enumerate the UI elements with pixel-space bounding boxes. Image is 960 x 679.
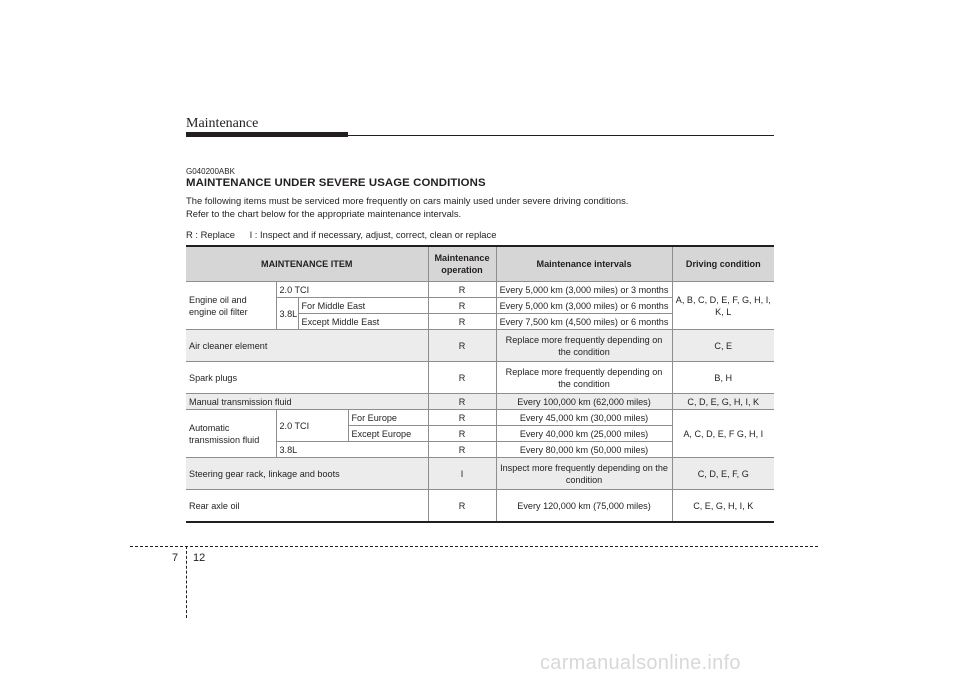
engine-oil-exme-op: R [428, 314, 496, 330]
header-condition: Driving condition [672, 246, 774, 282]
engine-oil-v6: 3.8L [276, 298, 298, 330]
steering-interval: Inspect more frequently depending on the condition [496, 458, 672, 490]
auto-trans-tci: 2.0 TCI [276, 410, 348, 442]
table-row [186, 330, 774, 362]
spark-plugs-interval: Replace more frequently depending on the condition [496, 362, 672, 394]
engine-oil-tci-op: R [428, 282, 496, 298]
legend [186, 229, 508, 240]
legend-replace: R : Replace [186, 229, 235, 240]
auto-trans-europe-interval: Every 45,000 km (30,000 miles) [496, 410, 672, 426]
watermark: carmanualsonline.info [540, 652, 741, 674]
engine-oil-exme: Except Middle East [298, 314, 428, 330]
air-cleaner-op: R [428, 330, 496, 362]
auto-trans-v6: 3.8L [276, 442, 428, 458]
steering-item: Steering gear rack, linkage and boots [186, 458, 428, 490]
engine-oil-me-op: R [428, 298, 496, 314]
auto-trans-condition: A, C, D, E, F G, H, I [672, 410, 774, 458]
manual-trans-op: R [428, 394, 496, 410]
table-row [186, 394, 774, 410]
air-cleaner-condition: C, E [672, 330, 774, 362]
engine-oil-item: Engine oil and engine oil filter [186, 282, 276, 330]
auto-trans-v6-interval: Every 80,000 km (50,000 miles) [496, 442, 672, 458]
page-title: MAINTENANCE UNDER SEVERE USAGE CONDITIONS [186, 177, 486, 189]
rear-axle-condition: C, E, G, H, I, K [672, 490, 774, 523]
auto-trans-item: Automatic transmission fluid [186, 410, 276, 458]
auto-trans-exeurope: Except Europe [348, 426, 428, 442]
air-cleaner-interval: Replace more frequently depending on the condition [496, 330, 672, 362]
auto-trans-exeurope-interval: Every 40,000 km (25,000 miles) [496, 426, 672, 442]
header-rule [186, 135, 774, 136]
spark-plugs-item: Spark plugs [186, 362, 428, 394]
rear-axle-item: Rear axle oil [186, 490, 428, 523]
engine-oil-tci-interval: Every 5,000 km (3,000 miles) or 3 months [496, 282, 672, 298]
legend-inspect: I : Inspect and if necessary, adjust, correct, clean or replace [249, 229, 497, 240]
header-intervals: Maintenance intervals [496, 246, 672, 282]
table-row [186, 458, 774, 490]
table-row [186, 410, 774, 426]
footer-page-number: 12 [193, 552, 206, 564]
table-row [186, 362, 774, 394]
manual-trans-condition: C, D, E, G, H, I, K [672, 394, 774, 410]
header-item: MAINTENANCE ITEM [186, 246, 428, 282]
auto-trans-v6-op: R [428, 442, 496, 458]
table-row [186, 490, 774, 523]
section-header-title: Maintenance [186, 116, 259, 131]
rear-axle-interval: Every 120,000 km (75,000 miles) [496, 490, 672, 523]
auto-trans-europe-op: R [428, 410, 496, 426]
engine-oil-me-interval: Every 5,000 km (3,000 miles) or 6 months [496, 298, 672, 314]
auto-trans-europe: For Europe [348, 410, 428, 426]
engine-oil-condition: A, B, C, D, E, F, G, H, I, K, L [672, 282, 774, 330]
manual-trans-interval: Every 100,000 km (62,000 miles) [496, 394, 672, 410]
maintenance-table [186, 245, 774, 523]
steering-op: I [428, 458, 496, 490]
spark-plugs-condition: B, H [672, 362, 774, 394]
rear-axle-op: R [428, 490, 496, 523]
engine-oil-me: For Middle East [298, 298, 428, 314]
steering-condition: C, D, E, F, G [672, 458, 774, 490]
footer-dashed-rule [130, 546, 818, 547]
table-row [186, 282, 774, 298]
footer-dashed-divider [186, 546, 187, 618]
spark-plugs-op: R [428, 362, 496, 394]
engine-oil-tci: 2.0 TCI [276, 282, 428, 298]
table-header-row [186, 246, 774, 282]
engine-oil-exme-interval: Every 7,500 km (4,500 miles) or 6 months [496, 314, 672, 330]
header-operation: Maintenance operation [428, 246, 496, 282]
manual-trans-item: Manual transmission fluid [186, 394, 428, 410]
doc-code: G040200ABK [186, 167, 235, 176]
intro-line-2: Refer to the chart below for the appropriate maintenance intervals. [186, 208, 462, 219]
auto-trans-exeurope-op: R [428, 426, 496, 442]
air-cleaner-item: Air cleaner element [186, 330, 428, 362]
footer-section-number: 7 [172, 552, 179, 564]
intro-line-1: The following items must be serviced more frequently on cars mainly used under severe driving conditions. [186, 195, 629, 206]
intro-text [186, 194, 628, 220]
